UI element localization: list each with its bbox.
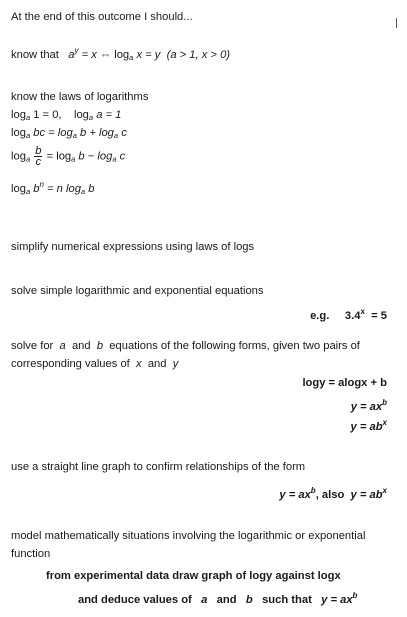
law2-part-c: c bbox=[121, 127, 127, 139]
model-equation-exp: b bbox=[352, 591, 358, 600]
log-base: a bbox=[72, 131, 77, 140]
law4-part-c: b bbox=[88, 183, 95, 195]
definition-log-base: a bbox=[129, 53, 134, 62]
example-exponent: x bbox=[360, 307, 365, 316]
fraction-numerator: b bbox=[35, 145, 42, 157]
model-equation: y = ax bbox=[321, 594, 353, 606]
solvefor-rest: equations of the following forms, given two pairs of bbox=[109, 340, 360, 352]
solve-text: solve simple logarithmic and exponential equations bbox=[11, 285, 264, 297]
log-base: a bbox=[113, 131, 119, 140]
and-text: and bbox=[147, 358, 167, 370]
log-base: a bbox=[25, 113, 31, 122]
page-header: At the end of this outcome I should... bbox=[11, 11, 193, 23]
log-text: log bbox=[11, 109, 26, 121]
log-text: log bbox=[73, 109, 89, 121]
fraction bbox=[34, 146, 42, 167]
law3-part-b: b − log bbox=[78, 150, 113, 163]
definition-lead: know that bbox=[11, 49, 59, 61]
form-exponential-exponent: x bbox=[382, 418, 387, 427]
definition-rhs: x = y bbox=[136, 49, 161, 61]
solvefor-lead: solve for bbox=[11, 340, 54, 352]
such-that-text: such that bbox=[262, 594, 312, 606]
var-b: b bbox=[96, 340, 104, 352]
form-power-exponent: b bbox=[382, 398, 387, 407]
straight-form-a: y = ax bbox=[279, 489, 311, 501]
var-b: b bbox=[245, 594, 253, 606]
margin-mark bbox=[396, 18, 397, 28]
form-exponential bbox=[351, 416, 387, 434]
law4-part-b: = n log bbox=[47, 183, 81, 195]
law3-part-c: c bbox=[119, 150, 126, 163]
definition-base: a bbox=[68, 49, 75, 61]
form-log-linear: logy = alogx + b bbox=[302, 377, 387, 389]
also-text: , also bbox=[315, 489, 345, 501]
log-text: log bbox=[11, 150, 26, 163]
var-x: x bbox=[136, 358, 142, 370]
definition-eq1: = x bbox=[81, 49, 97, 61]
log-text: log bbox=[11, 183, 26, 195]
example-rhs: = 5 bbox=[371, 310, 387, 322]
model-bold-line1: from experimental data draw graph of logy against logx bbox=[46, 570, 341, 582]
and-text: and bbox=[216, 594, 237, 606]
laws-heading: know the laws of logarithms bbox=[11, 91, 149, 103]
solvefor-line2 bbox=[11, 358, 178, 371]
definition-log: log bbox=[114, 49, 130, 61]
straight-form-b: y = ab bbox=[350, 489, 383, 501]
var-a: a bbox=[59, 340, 66, 352]
model-line2: function bbox=[11, 548, 51, 560]
straight-form-b-exp: x bbox=[382, 486, 387, 495]
definition-condition: (a > 1, x > 0) bbox=[166, 49, 231, 61]
law4-part-a: b bbox=[33, 183, 40, 195]
law1-part-b: a = 1 bbox=[96, 109, 122, 121]
simplify-text: simplify numerical expressions using laws of logs bbox=[11, 241, 255, 253]
log-base: a bbox=[71, 154, 76, 164]
solvefor-line1 bbox=[11, 340, 360, 353]
log-base: a bbox=[80, 187, 86, 196]
and-text: and bbox=[71, 340, 91, 352]
law-product bbox=[11, 127, 127, 142]
straight-line-forms bbox=[279, 484, 387, 502]
definition-exp: y bbox=[74, 46, 79, 55]
definition-line bbox=[11, 44, 230, 64]
law-quotient bbox=[11, 146, 125, 169]
law1-part-a: 1 = 0, bbox=[33, 109, 62, 121]
straight-form-a-exp: b bbox=[310, 486, 316, 495]
law2-part-b: b + log bbox=[80, 127, 114, 139]
solvefor-line2-text: corresponding values of bbox=[11, 358, 130, 370]
iff-symbol: ⇔ bbox=[99, 49, 112, 61]
law4-exponent: n bbox=[39, 180, 44, 189]
log-base: a bbox=[112, 154, 117, 164]
fraction-denominator: c bbox=[35, 156, 42, 168]
straight-line-text: use a straight line graph to confirm relationships of the form bbox=[11, 461, 306, 473]
law-power bbox=[11, 178, 94, 198]
log-text: log bbox=[11, 127, 26, 139]
model-bold-line2 bbox=[78, 589, 357, 607]
var-a: a bbox=[201, 594, 208, 606]
solve-example bbox=[310, 305, 387, 323]
example-label: e.g. bbox=[310, 310, 330, 322]
log-base: a bbox=[88, 113, 94, 122]
law-identity bbox=[11, 109, 121, 124]
law3-part-a: = log bbox=[46, 150, 72, 163]
var-y: y bbox=[172, 358, 179, 370]
log-base: a bbox=[25, 187, 31, 196]
model-deduce-text: and deduce values of bbox=[78, 594, 192, 606]
law2-part-a: bc = log bbox=[33, 127, 73, 139]
form-power bbox=[351, 396, 387, 414]
form-exponential-base: y = ab bbox=[350, 421, 383, 433]
example-base: 3.4 bbox=[344, 310, 361, 322]
model-line1: model mathematically situations involving the logarithmic or exponential bbox=[11, 530, 366, 542]
log-base: a bbox=[25, 154, 31, 164]
form-power-base: y = ax bbox=[350, 401, 383, 413]
log-base: a bbox=[25, 131, 31, 140]
